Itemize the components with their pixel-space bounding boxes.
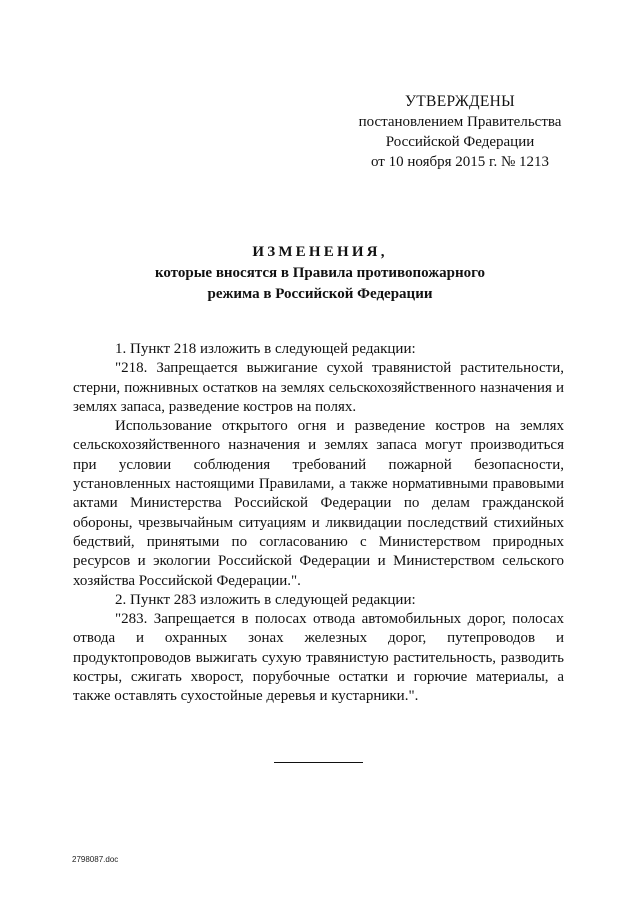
approval-line-3: от 10 ноября 2015 г. № 1213 xyxy=(370,154,550,170)
paragraph-218: "218. Запрещается выжигание сухой травянистой растительности, стерни, пожнивных остатков на землях сельскохозяйственного назначения и землях запаса, разведение костров на полях. xyxy=(73,360,564,415)
end-divider xyxy=(274,762,363,763)
paragraph-item-1: 1. Пункт 218 изложить в следующей редакции: xyxy=(115,341,416,357)
document-title: ИЗМЕНЕНИЯ, xyxy=(252,244,388,260)
file-reference: 2798087.doc xyxy=(72,855,119,864)
document-body xyxy=(73,340,564,707)
approval-word: УТВЕРЖДЕНЫ xyxy=(405,93,515,110)
paragraph-item-2: 2. Пункт 283 изложить в следующей редакции: xyxy=(115,591,416,608)
document-subtitle xyxy=(0,263,640,305)
paragraph-open-fire: Использование открытого огня и разведение костров на землях сельскохозяйственного назначения и землях запаса могут производиться при условии соблюдения требований пожарной безопасности, установленных настоящими Правилами, а также нормативными правовыми актами Министерства Российской Федерации по делам гражданской обороны, чрезвычайным ситуациям и ликвидации последствий стихийных бедствий, принятыми по согласованию с Министерством природных ресурсов и экологии Российской Федерации и Министерством сельского хозяйства Российской Федерации.". xyxy=(73,418,564,589)
subtitle-line-1: которые вносятся в Правила противопожарного xyxy=(154,265,486,281)
subtitle-line-2: режима в Российской Федерации xyxy=(207,286,433,302)
approval-block xyxy=(330,92,590,172)
approval-line-1: постановлением Правительства xyxy=(358,114,562,130)
paragraph-283: "283. Запрещается в полосах отвода автомобильных дорог, полосах отвода и охранных зонах железных дорог, путепроводов и продуктопроводов выжигать сухую травянистую растительность, разводить костры, сжигать хворост, порубочные остатки и горючие материалы, а также оставлять сухостойные деревья и кустарники.". xyxy=(73,611,564,705)
approval-line-2: Российской Федерации xyxy=(385,134,535,150)
